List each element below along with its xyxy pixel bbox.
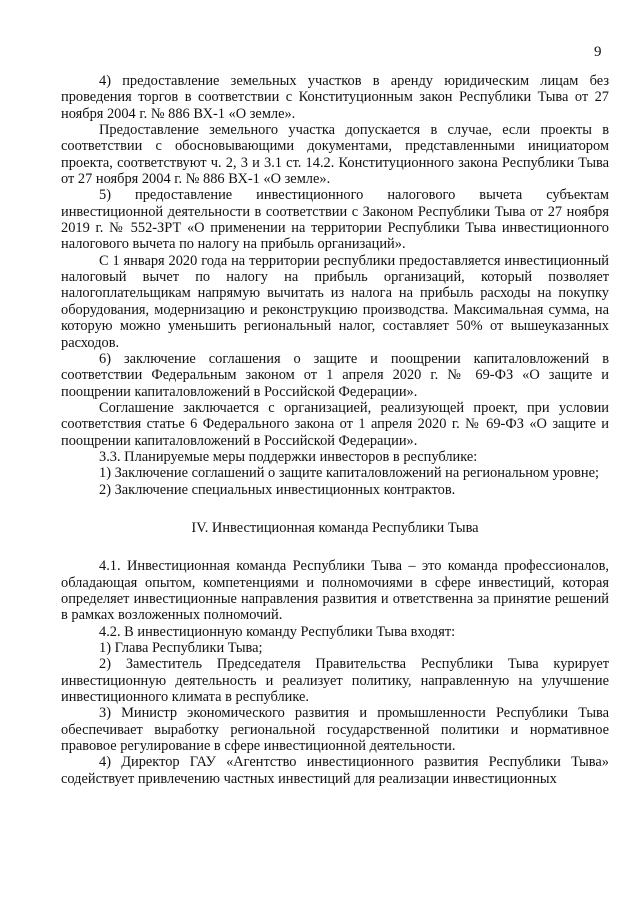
paragraph-tax-deduction: 5) предоставление инвестиционного налогового вычета субъектам инвестиционной деятельности в соответствии с Законом Республики Тыва от 27 ноября 2019 г. № 552-ЗРТ «О применении на территории Республики Тыва инвестиционного налогового вычета по налогу на прибыль организаций».: [61, 187, 609, 253]
document-body: [61, 73, 609, 787]
paragraph-agreement-conditions: Соглашение заключается с организацией, реализующей проект, при условии соответствия статье 6 Федерального закона от 1 апреля 2020 г. № 69-ФЗ «О защите и поощрении капиталовложений в Российской Федерации».: [61, 399, 609, 449]
page-number: 9: [594, 44, 602, 60]
list-item-special-contracts: 2) Заключение специальных инвестиционных контрактов.: [99, 481, 456, 498]
paragraph-land-conditions: Предоставление земельного участка допускается в случае, если проекты в соответствии с обосновывающими документами, представленными инициатором проекта, соответствуют ч. 2, 3 и 3.1 ст. 14.2. Конституционного закона Республики Тыва от 27 ноября 2004 г. № 886 ВХ-1 «О земле».: [61, 122, 609, 188]
paragraph-team-members: 4.2. В инвестиционную команду Республики Тыва входят:: [99, 623, 456, 640]
paragraph-land-lease: 4) предоставление земельных участков в аренду юридическим лицам без проведения торгов в соответствии с Конституционным закон Республики Тыва от 27 ноября 2004 г. № 886 ВХ-1 «О земле».: [61, 73, 609, 122]
paragraph-team-definition: 4.1. Инвестиционная команда Республики Тыва – это команда профессионалов, обладающая опытом, компетенциями и полномочиями в сфере инвестиций, которая определяет инвестиционные направления развития и ответственна за принятие решений в рамках возложенных полномочий.: [61, 558, 609, 624]
section-heading: IV. Инвестиционная команда Республики Тыва: [191, 519, 479, 536]
paragraph-tax-deduction-details: С 1 января 2020 года на территории республики предоставляется инвестиционный налоговый вычет по налогу на прибыль организаций, который позволяет налогоплательщикам напрямую вычитать из налога на прибыль расходы на покупку оборудования, модернизацию и реконструкцию производства. Максимальная сумма, на которую можно уменьшить региональный налог, составляет 50% от вышеуказанных расходов.: [61, 252, 609, 351]
paragraph-planned-measures: 3.3. Планируемые меры поддержки инвесторов в республике:: [99, 448, 478, 465]
list-item-minister: 3) Министр экономического развития и промышленности Республики Тыва обеспечивает выработку региональной государственной политики и нормативное правовое регулирование в сфере инвестиционной деятельности.: [61, 705, 609, 755]
list-item-agency-director: 4) Директор ГАУ «Агентство инвестиционного развития Республики Тыва» содействует привлечению частных инвестиций для реализации инвестиционных: [61, 754, 609, 787]
list-item-deputy-chairman: 2) Заместитель Председателя Правительства Республики Тыва курирует инвестиционную деятельность и реализует политику, направленную на улучшение инвестиционного климата в республике.: [61, 656, 609, 706]
list-item-head-of-republic: 1) Глава Республики Тыва;: [99, 640, 263, 656]
paragraph-investment-protection: 6) заключение соглашения о защите и поощрении капиталовложений в соответствии Федеральным законом от 1 апреля 2020 г. № 69-ФЗ «О защите и поощрении капиталовложений в Российской Федерации».: [61, 350, 609, 400]
list-item-regional-agreements: 1) Заключение соглашений о защите капиталовложений на региональном уровне;: [99, 465, 599, 482]
